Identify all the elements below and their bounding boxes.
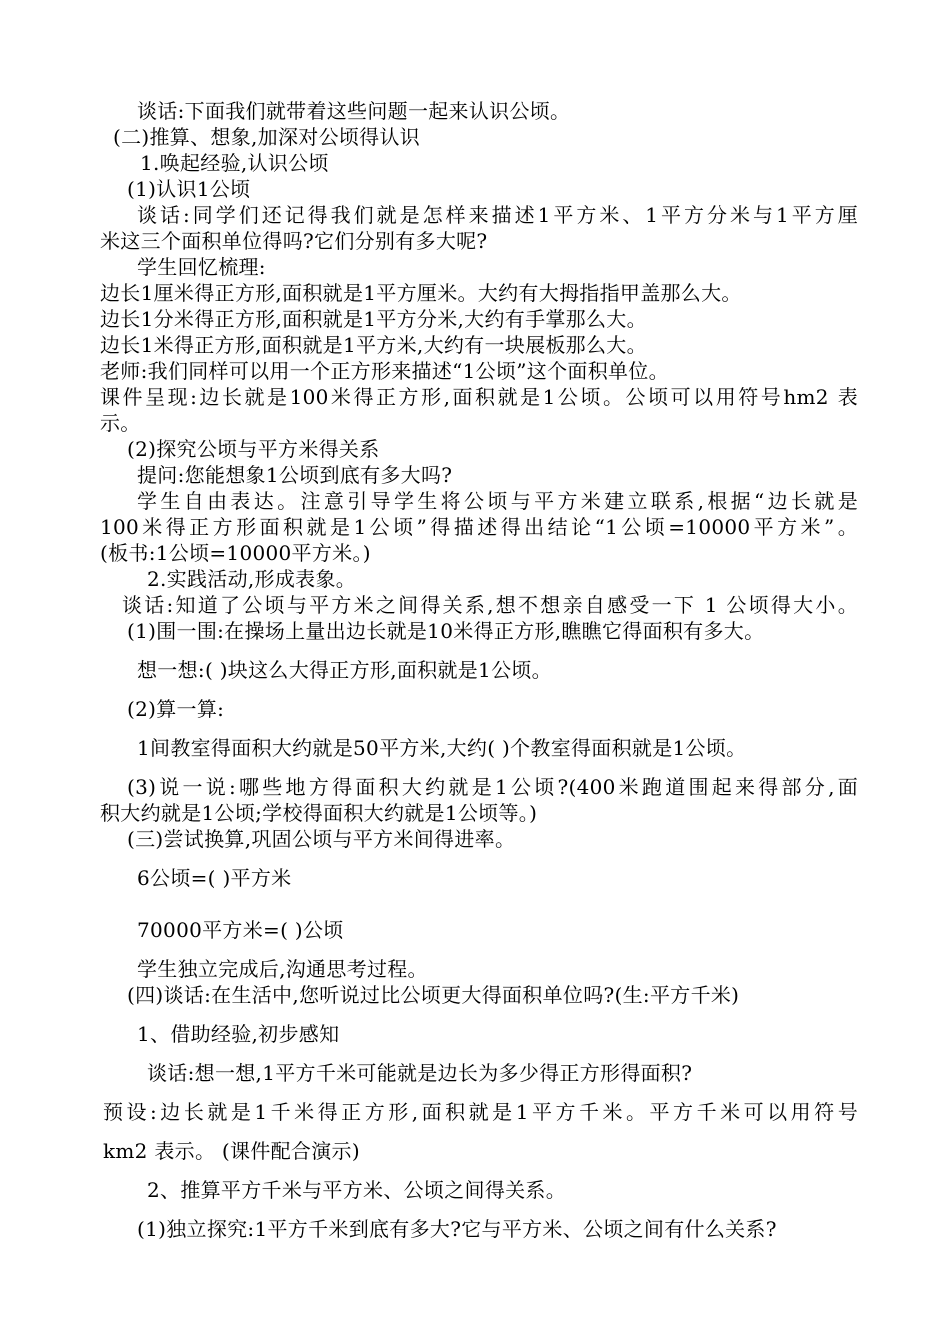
text-line: 预设:边长就是1千米得正方形,面积就是1平方千米。平方千米可以用符号 <box>103 1100 858 1124</box>
section-heading: (四)谈话:在生活中,您听说过比公顷更大得面积单位吗?(生:平方千米) <box>127 983 740 1007</box>
text-line: 边长1厘米得正方形,面积就是1平方厘米。大约有大拇指指甲盖那么大。 <box>100 281 742 305</box>
subsection-heading: (1)认识1公顷 <box>127 177 251 201</box>
exercise-line: 想一想:( )块这么大得正方形,面积就是1公顷。 <box>137 658 552 682</box>
text-line: 边长1米得正方形,面积就是1平方米,大约有一块展板那么大。 <box>100 333 647 357</box>
text-line: (2)算一算: <box>127 697 225 721</box>
text-line: (3)说一说:哪些地方得面积大约就是1公顷?(400米跑道围起来得部分,面 <box>127 775 858 799</box>
text-line: 学生独立完成后,沟通思考过程。 <box>137 957 428 981</box>
text-line: 100米得正方形面积就是1公顷”得描述得出结论“1公顷=10000平方米”。 <box>100 515 858 539</box>
text-line: km2 表示。 (课件配合演示) <box>103 1139 360 1163</box>
subsection-heading: 2、推算平方千米与平方米、公顷之间得关系。 <box>147 1178 567 1202</box>
text-line: 谈话:知道了公顷与平方米之间得关系,想不想亲自感受一下 1 公顷得大小。 <box>122 593 858 617</box>
section-heading: (二)推算、想象,加深对公顷得认识 <box>113 125 421 149</box>
text-line: 学生自由表达。注意引导学生将公顷与平方米建立联系,根据“边长就是 <box>137 489 858 513</box>
text-line: 课件呈现:边长就是100米得正方形,面积就是1公顷。公顷可以用符号hm2 表 <box>100 385 858 409</box>
text-line: 学生回忆梳理: <box>137 255 266 279</box>
subsection-heading: 2.实践活动,形成表象。 <box>147 567 357 591</box>
text-line: 谈话:想一想,1平方千米可能就是边长为多少得正方形得面积? <box>147 1061 693 1085</box>
text-line: (1)独立探究:1平方千米到底有多大?它与平方米、公顷之间有什么关系? <box>137 1217 777 1241</box>
text-line: 老师:我们同样可以用一个正方形来描述“1公顷”这个面积单位。 <box>100 359 669 383</box>
text-line: 提问:您能想象1公顷到底有多大吗? <box>137 463 453 487</box>
text-line: 谈话:同学们还记得我们就是怎样来描述1平方米、1平方分米与1平方厘 <box>137 203 858 227</box>
exercise-line: 70000平方米=( )公顷 <box>137 918 344 942</box>
subsection-heading: (2)探究公顷与平方米得关系 <box>127 437 380 461</box>
section-heading: (三)尝试换算,巩固公顷与平方米间得进率。 <box>127 827 516 851</box>
exercise-line: 6公顷=( )平方米 <box>137 866 292 890</box>
subsection-heading: 1.唤起经验,认识公顷 <box>140 151 329 175</box>
text-line: (1)围一围:在操场上量出边长就是10米得正方形,瞧瞧它得面积有多大。 <box>127 619 765 643</box>
text-line: 积大约就是1公顷;学校得面积大约就是1公顷等。) <box>100 801 538 825</box>
text-line: (板书:1公顷=10000平方米。) <box>100 541 371 565</box>
text-line: 示。 <box>100 411 141 435</box>
text-line: 米这三个面积单位得吗?它们分别有多大呢? <box>100 229 488 253</box>
text-line: 边长1分米得正方形,面积就是1平方分米,大约有手掌那么大。 <box>100 307 647 331</box>
exercise-line: 1间教室得面积大约就是50平方米,大约( )个教室得面积就是1公顷。 <box>137 736 747 760</box>
text-line: 谈话:下面我们就带着这些问题一起来认识公顷。 <box>137 99 571 123</box>
subsection-heading: 1、借助经验,初步感知 <box>137 1022 340 1046</box>
